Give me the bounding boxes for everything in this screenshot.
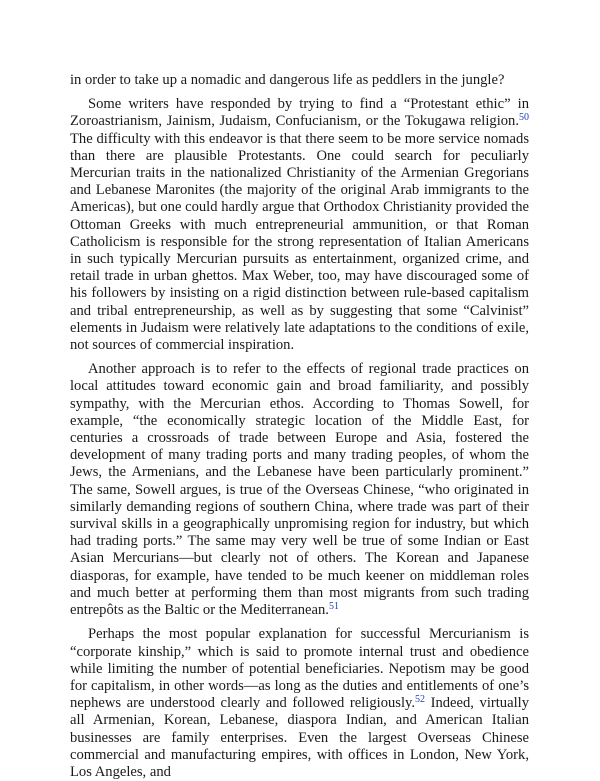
- footnote-ref-50[interactable]: 50: [519, 112, 529, 124]
- text-run: Some writers have responded by trying to find a “Protestant ethic” in Zoroastrianism, Jainism, Judaism, Confucianism, or the Tokugawa religion.: [70, 96, 529, 130]
- text-run: in order to take up a nomadic and dangerous life as peddlers in the jungle?: [70, 72, 505, 88]
- paragraph-corporate-kinship: [70, 626, 529, 781]
- text-run: Perhaps the most popular explanation for successful Mercurianism is “corporate kinship,” which is said to promote internal trust and obedience while limiting the number of potential beneficiaries. Nepotism may be good for capitalism, in other words—as long as the duties and entitlements of one’s nephews are understood clearly and followed religiously.: [70, 626, 529, 712]
- text-run: The difficulty with this endeavor is that there seem to be more service nomads than there are plausible Protestants. One could search for peculiarly Mercurian traits in the nationalized Christianity of the Armenian Gregorians and Lebanese Maronites (the majority of the original Arab immigrants to the Americas), but one could hardly argue that Orthodox Christianity provided the Ottoman Greeks with much entrepreneurial ammunition, or that Roman Catholicism is responsible for the strong representation of Italian Americans in such typically Mercurian pursuits as entertainment, organized crime, and retail trade in urban ghettos. Max Weber, too, may have discouraged some of his followers by insisting on a rigid distinction between rule-based capitalism and tribal entrepreneurship, as well as by suggesting that some “Calvinist” elements in Judaism were relatively late adaptations to the conditions of exile, not sources of commercial inspiration.: [70, 130, 529, 354]
- text-run: Another approach is to refer to the effects of regional trade practices on local attitudes toward economic gain and broad familiarity, and possibly sympathy, with the Mercurian ethos. According to Thomas Sowell, for example, “the economically strategic location of the Middle East, for centuries a crossroads of trade between Europe and Asia, fostered the development of many trading ports and many trading peoples, of whom the Jews, the Armenians, and the Lebanese have been particularly prominent.” The same, Sowell argues, is true of the Overseas Chinese, “who originated in similarly demanding regions of southern China, where trade was part of their survival skills in a geographically unpromising region for industry, but which had trading ports.” The same may very well be true of some Indian or East Asian Mercurians—but clearly not of others. The Korean and Japanese diasporas, for example, have tended to be much keener on middleman roles and much better at performing them than most migrants from such trading entrepôts as the Baltic or the Mediterranean.: [70, 361, 529, 619]
- footnote-ref-51[interactable]: 51: [328, 601, 339, 613]
- paragraph-regional-trade: [70, 361, 529, 619]
- paragraph-protestant-ethic: [70, 96, 529, 354]
- footnote-ref-52[interactable]: 52: [415, 694, 426, 706]
- text-run: Indeed, virtually all Armenian, Korean, Lebanese, diaspora Indian, and American Italian businesses are family enterprises. Even the largest Overseas Chinese commercial and manufacturing empires, with offices in London, New York, Los Angeles, and: [70, 695, 529, 780]
- paragraph-continuation: [70, 72, 529, 89]
